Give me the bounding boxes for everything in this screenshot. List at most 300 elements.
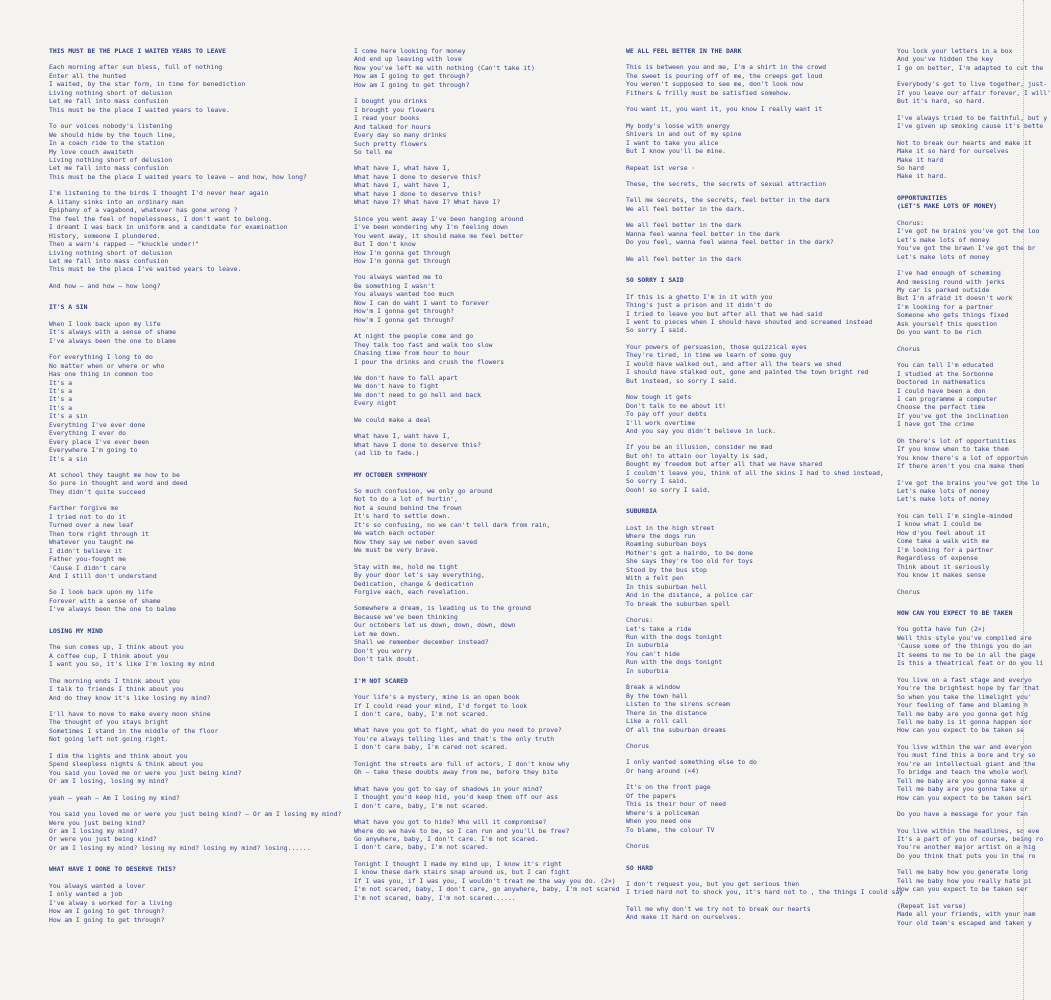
lyric-line: What have I? What have I? What have I? <box>354 198 501 207</box>
lyric-line: How can you expect to be taken seri <box>897 793 1032 802</box>
lyric-line: What have I, waht have I, <box>354 181 451 190</box>
lyric-line: Like a roll call <box>626 717 688 726</box>
lyric-line: Not to do a lot of hurtin', <box>354 495 458 504</box>
lyric-line: Everywhere I'm going to <box>49 446 138 455</box>
lyric-line: So sorry I said. <box>626 477 688 486</box>
lyric-line: What have I done to deserve this? <box>354 172 481 181</box>
lyric-stanza <box>626 180 888 188</box>
lyric-line: Our octobers let us down, down, down, down <box>354 621 516 630</box>
lyric-line: I tried not to do it <box>49 512 126 521</box>
lyric-stanza <box>626 164 888 172</box>
lyric-line: And talked for hours <box>354 122 431 131</box>
song-block <box>354 676 620 903</box>
lyric-line: Farther forgive me <box>49 504 119 513</box>
lyric-stanza <box>626 758 888 775</box>
lyric-line: The feel the feel of hopelessness, I don't want to belong. <box>49 214 273 223</box>
song-title: SO HARD <box>626 863 653 872</box>
lyric-line: Everybody's got to live together, just- <box>897 80 1048 89</box>
lyric-line: Every night <box>354 399 397 408</box>
song-title: HOW CAN YOU EXPECT TO BE TAKEN <box>897 609 1013 618</box>
lyric-line: Let me fall into mass confusion <box>49 97 169 106</box>
lyric-line: We all feel better in the dark. <box>626 204 746 213</box>
lyric-stanza <box>49 810 349 852</box>
lyric-line: And you say you didn't believe in luck. <box>626 426 777 435</box>
lyric-line: Epiphany of a vagabond, whatever has gone wrong ? <box>49 206 238 215</box>
lyric-line: Mother's got a hairdo, to be done <box>626 548 753 557</box>
lyric-line: Everything I ever do <box>49 429 126 438</box>
lyric-line: Roaming suburban boys <box>626 540 707 549</box>
lyric-stanza <box>49 122 349 181</box>
lyric-line: So when you take the limelight you' <box>897 692 1032 701</box>
lyric-line: They didn't quite succeed <box>49 487 146 496</box>
lyric-line: If I was you, if I was you, I wouldn't treat me the way you do. (2×) <box>354 876 616 885</box>
lyric-line: Oh – take these doubts away from me, before they bite <box>354 768 558 777</box>
lyric-line: To pay off your debts <box>626 410 707 419</box>
lyric-line: Every day so many drinks <box>354 131 447 140</box>
lyric-line: The sweet is pouring off of me, the creeps get loud <box>626 71 823 80</box>
lyric-line: Of the papers <box>626 791 677 800</box>
lyric-line: Go anywhere, baby, I don't care. I'm not scared. <box>354 834 539 843</box>
lyric-line: There in the distance <box>626 708 707 717</box>
lyric-line: Sometimes I stand in the middle of the floor <box>49 726 219 735</box>
lyric-stanza <box>897 742 1036 802</box>
lyric-line: Your feeling of fame and blaming h <box>897 701 1028 710</box>
song-title: OPPORTUNITIES <box>897 193 948 202</box>
song-block <box>897 193 1040 596</box>
lyric-line: What have I, what have I, <box>354 164 451 173</box>
lyric-line: In this suburban hell <box>626 582 707 591</box>
lyric-line: By the town hall <box>626 691 688 700</box>
lyric-line: You must find this a bore and try so <box>897 751 1036 760</box>
lyric-line: Living nothing short of delusion <box>49 248 173 257</box>
lyric-line: Turned over a new leaf <box>49 521 134 530</box>
lyric-line: Oh there's lot of opportunities <box>897 436 1017 445</box>
lyric-line: In suburbia <box>626 666 669 675</box>
lyric-line: Tell me baby how you really hate pi <box>897 876 1032 885</box>
lyric-stanza <box>897 478 1040 504</box>
lyric-stanza <box>354 604 612 663</box>
lyric-line: Chorus <box>626 842 650 851</box>
song-block <box>49 47 349 290</box>
lyric-line: yeah – yeah – Am I losing my mind? <box>49 793 180 802</box>
lyric-line: Spend sleepless nights & think about you <box>49 760 203 769</box>
lyric-line: Let me fall into mass confusion <box>49 164 169 173</box>
lyric-stanza <box>354 47 612 89</box>
lyric-line: I've got he brains you've got the loo <box>897 227 1040 236</box>
lyric-stanza <box>626 443 888 494</box>
lyrics-column-4 <box>897 47 1051 940</box>
lyric-line: To break the suburban spell <box>626 599 730 608</box>
lyric-line: The morning ends I think about you <box>49 676 180 685</box>
lyric-line: We don't need to go hell and back <box>354 390 481 399</box>
song-block <box>626 47 888 263</box>
lyric-line: Fithers & frilly must be satisfied somehow. <box>626 88 792 97</box>
lyric-line: We must be very brave. <box>354 546 439 555</box>
lyric-line: Where's a policeman <box>626 808 700 817</box>
lyrics-column-2 <box>354 47 620 915</box>
lyric-line: I don't care, baby, I'm not scared. <box>354 710 489 718</box>
lyric-stanza <box>626 683 888 734</box>
lyric-stanza <box>49 63 349 114</box>
lyric-line: I don't request you, but you get serious then <box>626 879 800 888</box>
lyric-line: You lock your letters in a box <box>897 47 1013 55</box>
lyric-stanza <box>354 97 612 156</box>
lyrics-column-3 <box>626 47 904 935</box>
lyric-line: I waited, by the star form, in time for benediction <box>49 80 246 89</box>
lyric-line: Choose the perfect time <box>897 403 986 412</box>
lyric-line: And make it hard on ourselves. <box>626 913 742 922</box>
lyric-stanza <box>354 432 612 457</box>
lyric-line: The sun comes up, I think about you <box>49 643 184 652</box>
lyric-line: You said you loved me or were you just being kind? <box>49 768 242 777</box>
lyric-line: Tell me secrets, the secrets, feel better in the dark <box>626 196 830 205</box>
lyric-line: Chorus <box>626 742 650 750</box>
lyric-stanza <box>626 783 888 834</box>
lyric-line: I bought you drinks <box>354 97 428 106</box>
song-block <box>626 507 888 850</box>
lyric-line: We watch each october <box>354 529 435 538</box>
lyric-line: I'm not scared, baby, I'm not scared...... <box>354 893 516 902</box>
lyric-line: (ad lib to fade.) <box>354 449 420 458</box>
lyric-line: How I'm gonna get through <box>354 256 451 265</box>
lyric-line: Stay with me, hold me tight <box>354 562 458 571</box>
lyric-line: Or am I losing my mind? losing my mind? losing my mind? losing...... <box>49 843 311 852</box>
song-title: MY OCTOBER SYMPHONY <box>354 470 428 479</box>
lyric-line: Living nothing short of delusion <box>49 155 173 164</box>
lyric-line: You can tell I'm educated <box>897 361 994 370</box>
lyric-line: Lost in the high street <box>626 523 715 532</box>
lyric-line: I've been wondering why I'm feeling down <box>354 223 508 232</box>
lyric-line: I've had enough of scheming <box>897 269 1001 278</box>
song-block <box>626 276 888 494</box>
lyric-stanza <box>49 189 349 274</box>
lyric-line: And do they know it's like losing my mind? <box>49 693 211 702</box>
lyric-stanza <box>354 215 612 266</box>
lyric-line: Don't talk doubt. <box>354 655 420 664</box>
lyric-line: Or am I losing my mind? <box>49 826 138 835</box>
lyric-line: You gotta have fun (2×) <box>897 625 986 634</box>
lyric-stanza <box>49 504 349 580</box>
lyric-line: Tell me baby how you generate long <box>897 868 1028 877</box>
lyric-line: Don't talk to me about it! <box>626 401 727 410</box>
lyric-line: We all feel better in the dark <box>626 221 742 230</box>
lyric-line: I can programme a computer <box>897 394 998 403</box>
song-title: IT'S A SIN <box>49 303 88 312</box>
lyric-stanza <box>897 588 1027 596</box>
lyric-line: Tell me why don't we try not to break our hearts <box>626 904 811 913</box>
lyric-line: I'm looking for a partner <box>897 302 994 311</box>
lyric-line: Let's make lots of money <box>897 235 990 244</box>
lyric-line: I tried to leave you but after all that we had said <box>626 309 823 318</box>
lyric-line: To our voices nobody's listening <box>49 122 173 131</box>
lyric-line: I brought you flowers <box>354 105 435 114</box>
lyric-line: It's a part of you of course, being ro <box>897 834 1044 843</box>
lyric-line: By your door let's say everything, <box>354 571 485 580</box>
lyric-line: Listen to the sirens scream <box>626 700 730 709</box>
lyric-line: Run with the dogs tonight <box>626 633 723 642</box>
lyric-stanza <box>897 218 1040 261</box>
lyric-line: So pure in thought and word and deed <box>49 479 188 488</box>
lyric-stanza <box>897 47 1044 72</box>
lyric-line: Come take a walk with me <box>897 537 990 546</box>
lyric-line: And in the distance, a police car <box>626 591 753 600</box>
lyric-line: Let's make lots of money <box>897 495 990 504</box>
lyric-line: Repeat 1st verse · <box>626 163 696 172</box>
lyric-line: But I don't know <box>354 240 416 249</box>
lyric-stanza <box>897 512 1027 580</box>
lyric-line: I don't care, baby, I'm not scared. <box>354 801 489 810</box>
lyric-line: How am I going to get through? <box>354 72 470 81</box>
lyric-line: You live within the headlines, so eve <box>897 826 1040 835</box>
lyric-line: To blame, the colour TV <box>626 825 715 834</box>
lyrics-column-1 <box>49 47 349 937</box>
lyric-stanza <box>897 80 1051 106</box>
lyric-line: This is their hour of need <box>626 800 727 809</box>
song-block <box>626 863 904 922</box>
lyric-line: You said you loved me or were you just being kind? – Or am I losing my mind? <box>49 810 342 819</box>
lyric-stanza <box>626 905 888 922</box>
lyric-line: So much confusion, we only go around <box>354 487 493 496</box>
song-title: THIS MUST BE THE PLACE I WAITED YEARS TO LEAVE <box>49 47 226 55</box>
lyric-line: It's hard to settle down. <box>354 512 451 521</box>
lyric-line: You know there's a lot of opportun <box>897 453 1028 462</box>
lyric-line: You always wanted me to <box>354 273 443 282</box>
lyric-stanza <box>897 675 1040 735</box>
lyric-line: Oooh! so sorry I said. <box>626 485 711 494</box>
lyric-line: And end up leaving with love <box>354 55 462 64</box>
lyric-stanza <box>49 794 349 802</box>
lyric-line: We all feel better in the dark <box>626 254 742 263</box>
lyric-line: This must be the place I've waited years to leave. <box>49 265 242 274</box>
lyric-stanza <box>897 361 1027 429</box>
lyric-line: The thought of you stays bright <box>49 718 169 727</box>
lyric-line: What have I done to deserve this? <box>354 189 481 198</box>
lyric-line: I want you so, it's like I'm losing my mind <box>49 660 215 669</box>
lyric-stanza <box>626 524 888 609</box>
lyric-line: Make it hard. <box>897 172 948 181</box>
lyric-line: Because we've been thinking <box>354 612 458 621</box>
lyric-line: It's a <box>49 386 73 395</box>
lyric-line: If this is a ghetto I'm in it with you <box>626 292 773 301</box>
lyric-line: It's a <box>49 403 73 412</box>
lyric-stanza <box>626 742 888 750</box>
lyric-line: You can't hide <box>626 649 680 658</box>
lyric-stanza <box>354 374 612 408</box>
lyric-line: Of all the suburban dreams <box>626 725 727 734</box>
lyric-line: What have I, waht have I, <box>354 432 451 441</box>
lyric-line: A coffee cup, I think about you <box>49 651 169 660</box>
lyric-stanza <box>897 269 1027 337</box>
lyric-line: Then a warn's rapped – "knuckle under!" <box>49 240 200 249</box>
lyric-line: How can you expect to be taken ser <box>897 885 1028 894</box>
lyric-line: It's a sin <box>49 412 88 421</box>
lyric-line: Your old team's escaped and taken y <box>897 918 1032 927</box>
lyric-stanza <box>626 221 888 246</box>
lyric-line: How am I going to get through? <box>354 80 470 89</box>
lyric-stanza <box>626 122 888 156</box>
lyric-stanza <box>626 105 888 113</box>
lyric-line: If I could read your mind, I'd forget to look <box>354 701 528 710</box>
song-block <box>897 609 1044 927</box>
lyric-line: Do you want to be rich <box>897 328 982 337</box>
lyric-line: I didn't believe it <box>49 546 123 555</box>
lyric-line: Do you feel, wanna feel wanna feel better in the dark? <box>626 238 834 247</box>
lyric-line: Don't you worry <box>354 646 412 655</box>
lyric-line: For everything I long to do <box>49 353 153 362</box>
lyric-line: But instead, so sorry I said. <box>626 376 738 385</box>
lyric-line: If you know when to take them <box>897 445 1009 454</box>
lyric-line: You went away, it should make me feel better <box>354 231 524 240</box>
lyric-line: Tell me baby is it gonna happen sor <box>897 718 1032 726</box>
lyric-line: This must be the place I waited years to leave. <box>49 105 230 114</box>
lyric-line: You always wanted a lover <box>49 881 146 890</box>
lyric-line: If you leave our affair forever, I will' <box>897 88 1051 97</box>
lyric-line: Forgive each, each revelation. <box>354 588 470 597</box>
lyric-line: You know it makes sense <box>897 571 986 580</box>
lyric-line: It seems to me to be in all the page <box>897 650 1036 659</box>
lyric-line: You weren't supposed to see me, don't look now <box>626 80 803 89</box>
lyric-stanza <box>354 818 612 852</box>
lyric-line: Tell me baby are you gonna take ur <box>897 785 1028 794</box>
lyric-line: Chasing time from hour to hour <box>354 349 470 358</box>
lyric-line: My car is parked outside <box>897 285 990 294</box>
lyric-line: Do you think that puts you in the ro <box>897 851 1036 860</box>
lyric-line: Make it so hard for ourselves <box>897 147 1009 156</box>
lyric-line: Regardless of expense <box>897 554 978 563</box>
lyric-line: I don't care, baby, I'm not scared. <box>354 843 489 852</box>
lyric-line: I go on better, I'm adapted to cut the <box>897 63 1044 72</box>
lyric-stanza <box>49 588 349 613</box>
lyric-line: If you've got the inclination <box>897 411 1009 420</box>
lyric-line: Father you-fought me <box>49 555 126 564</box>
lyric-line: Now I can do waht I want to forever <box>354 298 489 307</box>
lyric-line: I'll work overtime <box>626 418 696 427</box>
lyric-line: How I'm gonna get through <box>354 248 451 257</box>
lyric-line: So sorry I said. <box>626 326 688 335</box>
lyric-line: I've always been the one to blame <box>49 336 176 345</box>
lyric-stanza <box>354 693 612 718</box>
song-title: WHAT HAVE I DONE TO DESERVE THIS? <box>49 865 176 874</box>
lyric-line: To bridge and teach the whole worl <box>897 768 1028 777</box>
lyric-line: I've given up smoking cause it's bette <box>897 122 1044 131</box>
lyric-line: Stood by the bus stop <box>626 565 707 574</box>
lyric-stanza <box>626 196 888 213</box>
lyric-line: Enter all the hunted <box>49 71 126 80</box>
song-title: SO SORRY I SAID <box>626 276 684 285</box>
lyric-line: Do you have a message for your fan <box>897 810 1028 819</box>
lyric-line: I'm listening to the birds I thought I'd never hear again <box>49 189 269 198</box>
lyric-line: Or am I losing, losing my mind? <box>49 777 169 786</box>
lyric-line: With a felt pen <box>626 574 684 583</box>
lyric-stanza <box>626 63 888 97</box>
lyric-stanza <box>49 882 349 924</box>
lyric-line: You always wanted too much <box>354 290 455 299</box>
lyric-line: I've alway s worked for a living <box>49 898 173 907</box>
lyric-line: Such pretty flowers <box>354 139 428 148</box>
lyric-line: So tell me <box>354 147 393 156</box>
lyric-line: What have I done to deserve this? <box>354 440 481 449</box>
lyric-stanza <box>49 643 349 668</box>
lyric-line: How'm I gonna get through? <box>354 307 455 316</box>
lyric-line: So hard <box>897 163 924 172</box>
lyric-line: We don't have to fall apart <box>354 373 458 382</box>
lyric-line: Think about it seriously <box>897 562 990 571</box>
lyric-line: Or hang around (×4) <box>626 766 700 775</box>
lyric-stanza <box>897 437 1027 471</box>
lyric-line: It's so confusing, no we can't tell dark from rain, <box>354 520 551 529</box>
lyric-line: Now tough it gets <box>626 393 692 402</box>
lyric-line: What have you got to say of shadows in your mind? <box>354 784 543 793</box>
lyric-stanza <box>626 255 888 263</box>
lyric-line: Chorus: <box>626 616 653 625</box>
lyric-line: Every place I've ever been <box>49 437 150 446</box>
lyric-line: I would have walked out, and after all the tears we shed <box>626 359 842 368</box>
page-edge-perforation <box>1023 0 1027 1000</box>
lyric-line: Were you just being kind? <box>49 818 146 827</box>
lyric-line: It's a sin <box>49 454 88 463</box>
lyric-line: And you've hidden the key <box>897 55 994 64</box>
lyric-line: I know what I could be <box>897 520 982 529</box>
lyric-line: I pour the drinks and crush the flowers <box>354 357 505 366</box>
lyric-stanza <box>626 393 888 435</box>
lyric-line: I went to pieces when I should have shouted and screamed instead <box>626 317 873 326</box>
lyric-stanza <box>626 842 888 850</box>
lyric-line: You live on a fast stage and everyo <box>897 675 1032 684</box>
lyric-line: Tell me baby are you gonna make a <box>897 776 1024 785</box>
lyric-line: I read your books <box>354 114 420 123</box>
lyric-line: It's on the front page <box>626 783 711 792</box>
song-block <box>49 303 349 614</box>
lyric-line: 'Cause I didn't care <box>49 563 126 572</box>
lyric-line: History, someone I plundered. <box>49 231 161 240</box>
lyric-stanza <box>626 879 904 897</box>
lyric-stanza <box>49 677 349 702</box>
lyric-line: Be something I wasn't <box>354 281 435 290</box>
lyric-line: If there aren't you cna make them <box>897 462 1024 471</box>
lyric-line: Doctored in mathematics <box>897 378 986 387</box>
lyric-line: Made all your friends, with your nam <box>897 910 1036 919</box>
lyric-line: It's always with a sense of shame <box>49 328 176 337</box>
lyric-line: Not to break our hearts and make it <box>897 138 1032 147</box>
lyric-line: I studied at the Sorbonne <box>897 369 994 378</box>
lyric-line: Let me down. <box>354 629 401 638</box>
song-title: SUBURBIA <box>626 507 657 516</box>
lyric-line: Make it hard <box>897 155 944 164</box>
lyric-line: We could make a deal <box>354 415 431 424</box>
lyric-line: It's a <box>49 378 73 387</box>
lyric-stanza <box>354 726 612 751</box>
lyric-line: I've got the brains you've got the lo <box>897 478 1040 487</box>
lyric-line: Break a window <box>626 683 680 692</box>
lyric-stanza <box>49 752 349 786</box>
lyric-line: I have got the crime <box>897 420 974 429</box>
lyric-line: I'll have to move to make every moon shine <box>49 710 211 718</box>
lyric-line: Each morning after sun bless, full of nothing <box>49 63 223 72</box>
lyric-line: Now they say we neber even saved <box>354 537 478 546</box>
song-block <box>897 47 1051 181</box>
lyric-stanza <box>354 487 612 555</box>
song-title: WE ALL FEEL BETTER IN THE DARK <box>626 47 742 55</box>
lyric-line: You're the brightest hope by far that <box>897 684 1040 693</box>
lyric-stanza <box>897 868 1032 894</box>
lyric-line: A litany sinks into an ordinary man <box>49 197 184 206</box>
lyric-line: We should hide by the touch line, <box>49 130 176 139</box>
lyric-stanza <box>354 563 612 597</box>
lyric-line: You can tell I'm single-minded <box>897 511 1013 520</box>
lyric-line: Whatever you taught me <box>49 538 134 547</box>
lyric-stanza <box>897 625 1044 668</box>
lyric-line: Tell me baby are you gonna get hig <box>897 709 1028 718</box>
